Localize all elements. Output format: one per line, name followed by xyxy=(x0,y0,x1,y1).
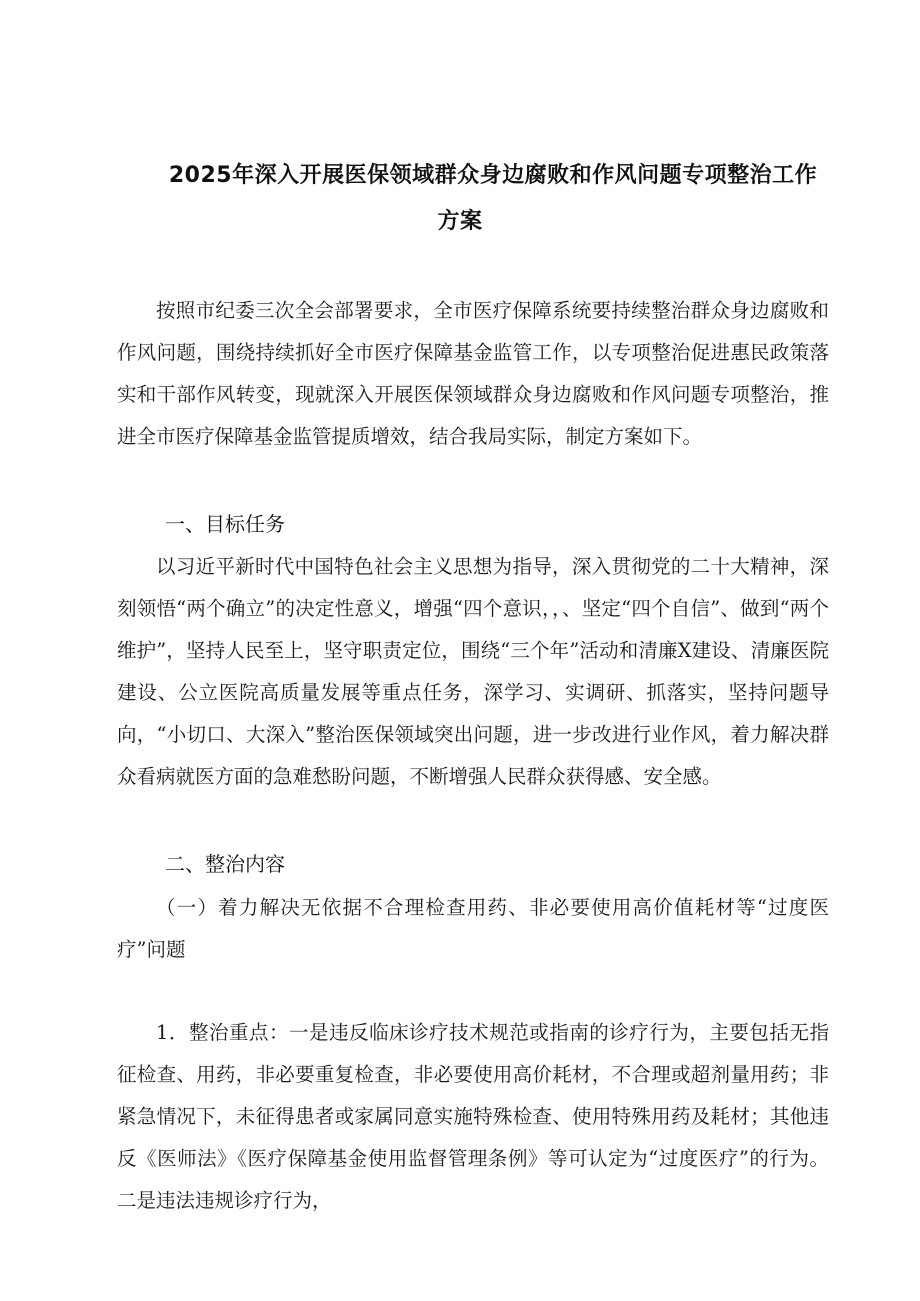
item-block xyxy=(117,1012,829,1222)
goals-paragraph-block xyxy=(117,546,829,840)
goals-paragraph: 以习近平新时代中国特色社会主义思想为指导，深入贯彻党的二十大精神，深刻领悟“两个确立”的决定性意义，增强“四个意识，，、坚定“四个自信”、做到“两个维护”，坚持人民至上，坚守职责定位，围绕“三个年”活动和清廉X建设、清廉医院建设、公立医院高质量发展等重点任务，深学习、实调研、抓落实，坚持问题导向，“小切口、大深入”整治医保领域突出问题，进一步改进行业作风，着力解决群众看病就医方面的急难愁盼问题，不断增强人民群众获得感、安全感。 xyxy=(117,555,829,788)
document-title-line-1: 2025年深入开展医保领域群众身边腐败和作风问题专项整治工作 xyxy=(168,163,818,188)
section-heading-content: 二、整治内容 xyxy=(165,852,285,876)
intro-paragraph-block xyxy=(117,290,829,500)
subsection-heading-overtreatment: （一）着力解决无依据不合理检查用药、非必要使用高价值耗材等“过度医疗”问题 xyxy=(117,896,829,961)
intro-paragraph: 按照市纪委三次全会部署要求，全市医疗保障系统要持续整治群众身边腐败和作风问题，围绕持续抓好全市医疗保障基金监管工作，以专项整治促进惠民政策落实和干部作风转变，现就深入开展医保领域群众身边腐败和作风问题专项整治，推进全市医疗保障基金监管提质增效，结合我局实际，制定方案如下。 xyxy=(117,299,829,448)
document-title-line-2: 方案 xyxy=(437,209,483,234)
item-focus-paragraph: 1．整治重点：一是违反临床诊疗技术规范或指南的诊疗行为，主要包括无指征检查、用药，非必要重复检查，非必要使用高价耗材，不合理或超剂量用药；非紧急情况下，未征得患者或家属同意实施特殊检查、使用特殊用药及耗材；其他违反《医师法》《医疗保障基金使用监督管理条例》等可认定为“过度医疗”的行为。二是违法违规诊疗行为， xyxy=(117,1021,829,1212)
section-heading-goals: 一、目标任务 xyxy=(165,512,285,536)
subsection-block xyxy=(117,887,829,971)
